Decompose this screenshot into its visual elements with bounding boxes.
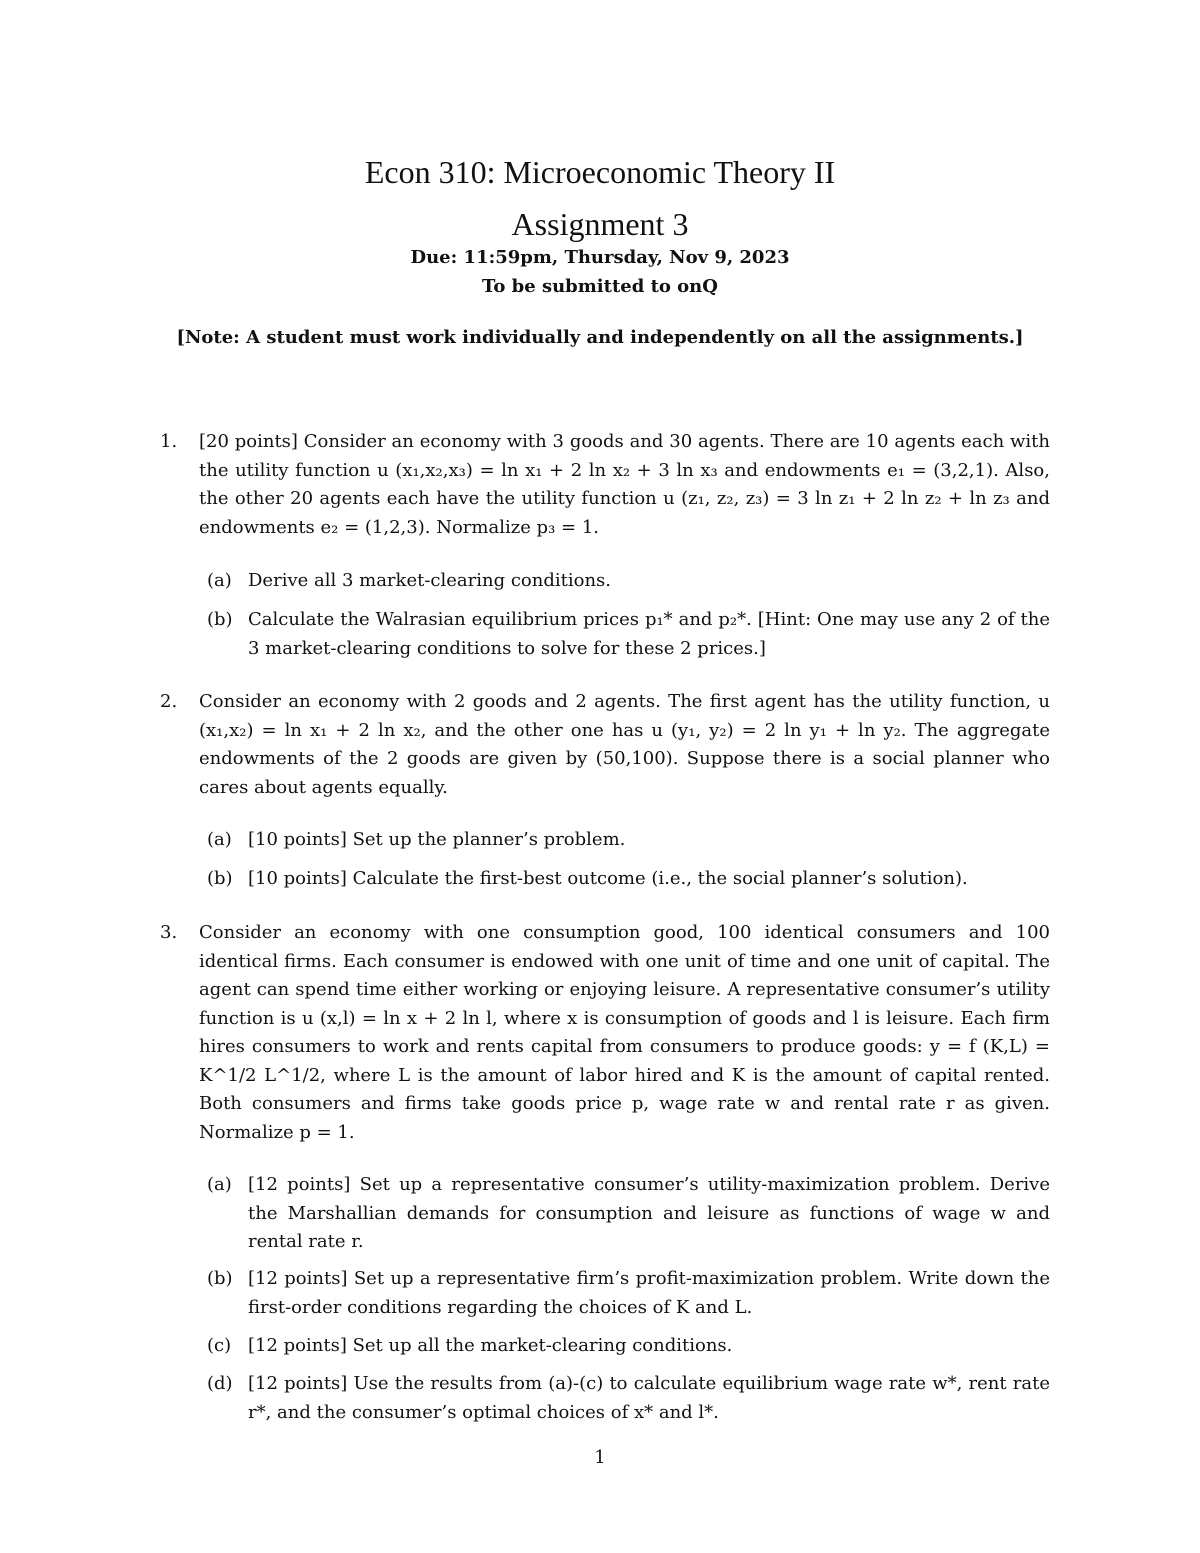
part-text: [12 points] Set up a representative firm’s profit-maximization problem. Write down the first-order conditions regarding the choices of K and L. xyxy=(248,1268,1050,1318)
question-3-part-c xyxy=(207,1332,1050,1361)
question-3-part-d xyxy=(207,1370,1050,1427)
question-1-part-b xyxy=(207,606,1050,663)
part-text: [12 points] Use the results from (a)-(c) to calculate equilibrium wage rate w*, rent rate r*, and the consumer’s optimal choices of x* and l*. xyxy=(248,1373,1050,1423)
part-label: (b) xyxy=(207,1268,233,1289)
due-date: Due: 11:59pm, Thursday, Nov 9, 2023 xyxy=(410,247,790,268)
question-number: 2. xyxy=(160,691,178,712)
part-label: (b) xyxy=(207,868,233,889)
page-number: 1 xyxy=(594,1447,606,1468)
part-label: (d) xyxy=(207,1373,233,1394)
part-text: [10 points] Set up the planner’s problem. xyxy=(248,829,626,850)
question-number: 3. xyxy=(160,922,178,943)
question-2-part-a xyxy=(207,826,1050,855)
part-label: (c) xyxy=(207,1335,232,1356)
question-3-part-b xyxy=(207,1265,1050,1322)
part-text: [12 points] Set up a representative consumer’s utility-maximization problem. Derive the Marshallian demands for consumption and leisure as functions of wage w and rental rate r. xyxy=(248,1174,1050,1252)
question-2 xyxy=(160,688,1050,802)
part-label: (a) xyxy=(207,570,232,591)
question-2-part-b xyxy=(207,865,1050,894)
question-text: Consider an economy with one consumption good, 100 identical consumers and 100 identical firms. Each consumer is endowed with one unit of time and one unit of capital. The agent can spend time either working or enjoying leisure. A representative consumer’s utility function is u (x,l) = ln x + 2 ln l, where x is consumption of goods and l is leisure. Each firm hires consumers to work and rents capital from consumers to produce goods: y = f (K,L) = K^1/2 L^1/2, where L is the amount of labor hired and K is the amount of capital rented. Both consumers and firms take goods price p, wage rate w and rental rate r as given. Normalize p = 1. xyxy=(199,922,1050,1143)
submission-info: To be submitted to onQ xyxy=(482,276,718,297)
part-label: (a) xyxy=(207,1174,232,1195)
question-3 xyxy=(160,919,1050,1147)
part-text: Calculate the Walrasian equilibrium prices p₁* and p₂*. [Hint: One may use any 2 of the 3 market-clearing conditions to solve for these 2 prices.] xyxy=(248,609,1050,659)
part-label: (b) xyxy=(207,609,233,630)
part-text: [12 points] Set up all the market-clearing conditions. xyxy=(248,1335,733,1356)
part-text: Derive all 3 market-clearing conditions. xyxy=(248,570,611,591)
question-1-part-a xyxy=(207,567,1050,596)
question-text: [20 points] Consider an economy with 3 goods and 30 agents. There are 10 agents each with the utility function u (x₁,x₂,x₃) = ln x₁ + 2 ln x₂ + 3 ln x₃ and endowments e₁ = (3,2,1). Also, the other 20 agents each have the utility function u (z₁, z₂, z₃) = 3 ln z₁ + 2 ln z₂ + ln z₃ and endowments e₂ = (1,2,3). Normalize p₃ = 1. xyxy=(199,431,1050,538)
note: [Note: A student must work individually and independently on all the assignments.] xyxy=(176,327,1024,348)
course-title: Econ 310: Microeconomic Theory II xyxy=(364,154,836,190)
question-text: Consider an economy with 2 goods and 2 agents. The first agent has the utility function, u (x₁,x₂) = ln x₁ + 2 ln x₂, and the other one has u (y₁, y₂) = 2 ln y₁ + ln y₂. The aggregate endowments of the 2 goods are given by (50,100). Suppose there is a social planner who cares about agents equally. xyxy=(199,691,1050,798)
part-text: [10 points] Calculate the first-best outcome (i.e., the social planner’s solution). xyxy=(248,868,968,889)
question-number: 1. xyxy=(160,431,178,452)
part-label: (a) xyxy=(207,829,232,850)
assignment-title: Assignment 3 xyxy=(511,206,689,242)
question-1 xyxy=(160,428,1050,542)
question-3-part-a xyxy=(207,1171,1050,1257)
